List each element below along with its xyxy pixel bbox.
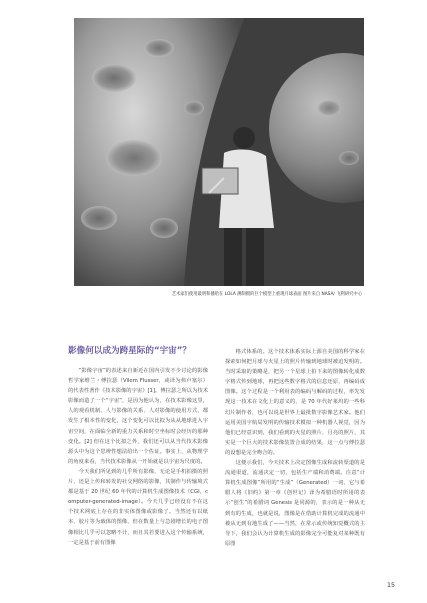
left-paragraph-1: “影像宇宙”的表述来自新近在国内引发不少讨论的影像哲学家维兰・傅拉瑟（Vilem Flusser，或译为弗卢塞尔）的代表性著作《技术影像的宇宙》[1]。傅拉瑟之所以为技术影像而造了一个“宇宙”，是因为他认为，在技术影像这里，人的观看机制、人与影像的关系、人对影像的使用方式，都发生了根本性的变化，这个变化可以比拟为从从地球进入宇宙空间，在面临全新的重力关系和时空坐标时会经历的那种变化。[2] 但在这个比拟之外，我们还可以从当代技术影像源头中为这个思辨性想法给出一个佐证。事实上，从物理学的角度来看，当代技术影像从一开始就是以宇宙为尺度的。 <box>68 368 208 465</box>
photo-illustration <box>74 18 364 286</box>
right-paragraph-2: 这便示我们，今天技术上决定图像生成和流转渠道的是流通渠道，流通决定一切，包括生产端和消费端。注意“计算机生成图像”所用的“生成”（Generated）一词，它与希腊人将《旧约》第一章《创世记》译为希腊语时所用的表示“创生”的希腊词 Genesis 是同源的，表示的是一种从无到有的生成，也就是说，图像是在借助计算机完成的流通中被从无到有地生成了——当然，在常示或传统知觉概式的主导下，我们会认为计算机生成的影像完全可能复对某种既有原图 <box>225 460 365 547</box>
page-number: 15 <box>387 582 396 589</box>
figure-caption: 艺术家们使用最明和播哈在 LOLA 测制摄的巨个模型上重现月球表面 图片来自 NASA/ 飞利研究中心 <box>171 292 362 297</box>
right-text-column <box>225 347 365 549</box>
section-heading: 影像何以成为跨星际的“宇宙”？ <box>68 346 192 356</box>
left-paragraph-2: 今天我们所见到的几乎所有影像，无论是手机拍摄的照片，还是上传和转发的社交网络的影像，其制作与传输境式都是基于 20 世纪 60 年代的计算机生成图像技术（CGI，computer-generated-image）。今天几乎已经没有不在这个技术网底上存在的非实体图像或影像了。当然还有以纸本、胶片等为载体的图像，但在数量上与急剧增长的电子图像相比几乎可以忽略不计，而且其若要进入这个传输系统，一定是基于前有图像 <box>68 468 208 546</box>
left-text-column <box>68 366 208 548</box>
lunar-model-photo <box>74 18 364 286</box>
right-paragraph-1: 格式体系的。这个技术体系实际上源自美国的科学家在探索如何把月球与火星上的照片传输到地球时被迫发明的。当时采取的策略是，把另一个星球上拍下来的图像转化成数字格式传到地球，再把这些数字格式的信息还原、再编码成图像。这个过程是一个利用表的编码与解码的过程，率先发现这一技术在文化上的意义的，是 70 年代好莱坞的一些科幻片制作者，也可以说是世界上最批数字影像艺术家。他们运用美国宇航局发明的传输技术模拟一种机器人视觉，因为他们已经意识到，我们看到的火星的照片，月亮的照片，其实是一个巨大的技术影像装置合成的结果，这一点与傅拉瑟的设想是完全吻合的。 <box>225 349 365 456</box>
